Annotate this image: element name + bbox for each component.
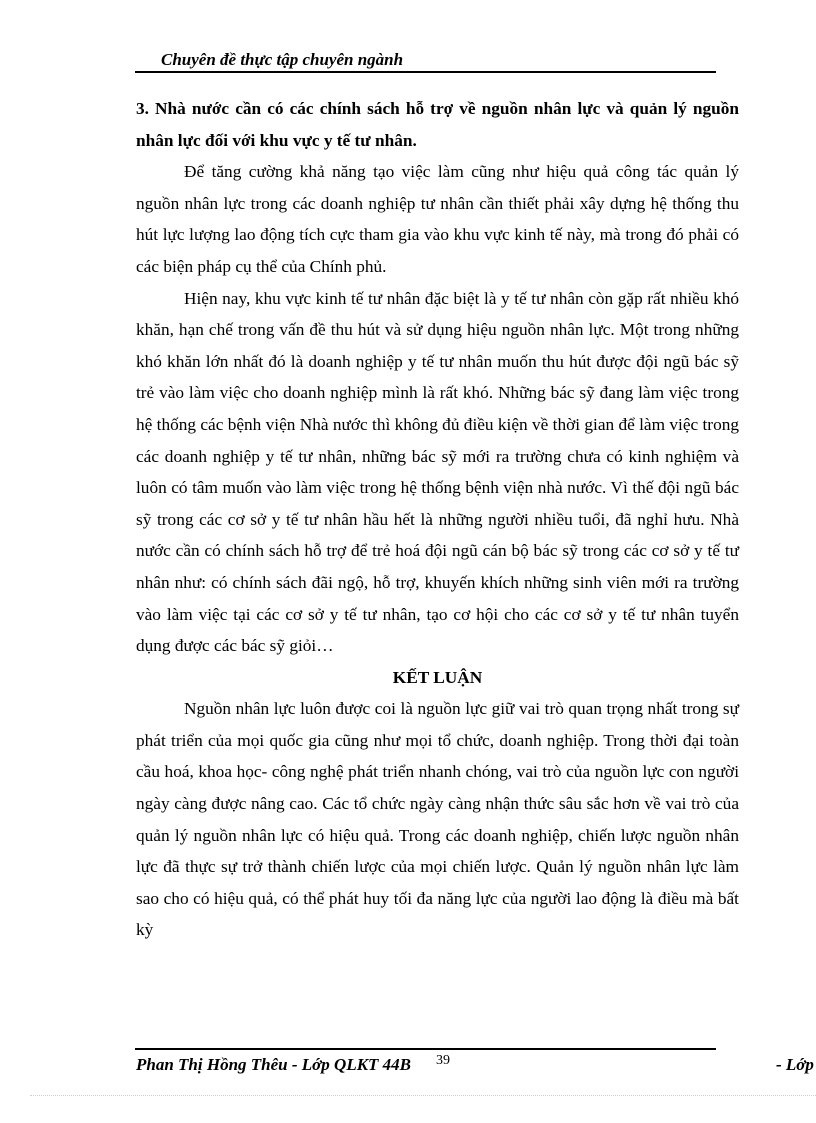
header-rule <box>135 71 716 73</box>
body-text <box>136 93 739 946</box>
conclusion-paragraph: Nguồn nhân lực luôn được coi là nguồn lực giữ vai trò quan trọng nhất trong sự phát triển của mọi quốc gia cũng như mọi tổ chức, doanh nghiệp. Trong thời đại toàn cầu hoá, khoa học- công nghệ phát triển nhanh chóng, vai trò của nguồn lực con người ngày càng được nâng cao. Các tổ chức ngày càng nhận thức sâu sắc hơn về vai trò của quản lý nguồn nhân lực có hiệu quả. Trong các doanh nghiệp, chiến lược nguồn nhân lực đã thực sự trở thành chiến lược của mọi chiến lược. Quản lý nguồn nhân lực làm sao cho có hiệu quả, có thể phát huy tối đa năng lực của người lao động là điều mà bất kỳ <box>136 699 739 940</box>
footer-rule <box>135 1048 716 1050</box>
section-heading: 3. Nhà nước cần có các chính sách hỗ trợ về nguồn nhân lực và quản lý nguồn nhân lực đối với khu vực y tế tư nhân. <box>136 99 739 150</box>
running-header: Chuyên đề thực tập chuyên ngành <box>161 50 404 69</box>
paragraph-2: Hiện nay, khu vực kinh tế tư nhân đặc biệt là y tế tư nhân còn gặp rất nhiều khó khăn, hạn chế trong vấn đề thu hút và sử dụng hiệu nguồn nhân lực. Một trong những khó khăn lớn nhất đó là doanh nghiệp y tế tư nhân muốn thu hút được đội ngũ bác sỹ trẻ vào làm việc cho doanh nghiệp mình là rất khó. Những bác sỹ đang làm việc trong hệ thống các bệnh viện Nhà nước thì không đủ điều kiện về thời gian để làm việc trong các doanh nghiệp y tế tư nhân, những bác sỹ mới ra trường chưa có kinh nghiệm và luôn có tâm muốn vào làm việc trong hệ thống bệnh viện nhà nước. Vì thế đội ngũ bác sỹ trong các cơ sở y tế tư nhân hầu hết là những người nhiều tuổi, đã nghỉ hưu. Nhà nước cần có chính sách hỗ trợ để trẻ hoá đội ngũ cán bộ bác sỹ trong các cơ sở y tế tư nhân như: có chính sách đãi ngộ, hỗ trợ, khuyến khích những sinh viên mới ra trường vào làm việc tại các cơ sở y tế tư nhân, tạo cơ hội cho các cơ sở y tế tư nhân tuyển dụng được các bác sỹ giỏi… <box>136 288 739 656</box>
conclusion-title: KẾT LUẬN <box>392 667 483 687</box>
footer-author: Phan Thị Hồng Thêu - Lớp QLKT 44B <box>136 1055 412 1074</box>
page-number: 39 <box>436 1053 450 1068</box>
paragraph-1: Để tăng cường khả năng tạo việc làm cũng như hiệu quả công tác quản lý nguồn nhân lực trong các doanh nghiệp tư nhân cần thiết phải xây dựng hệ thống thu hút lực lượng lao động tích cực tham gia vào khu vực kinh tế này, mà trong đó phải có các biện pháp cụ thể của Chính phủ. <box>136 162 739 276</box>
footer-right-fragment: - Lớp <box>776 1055 814 1074</box>
page-break-rule <box>30 1095 816 1096</box>
